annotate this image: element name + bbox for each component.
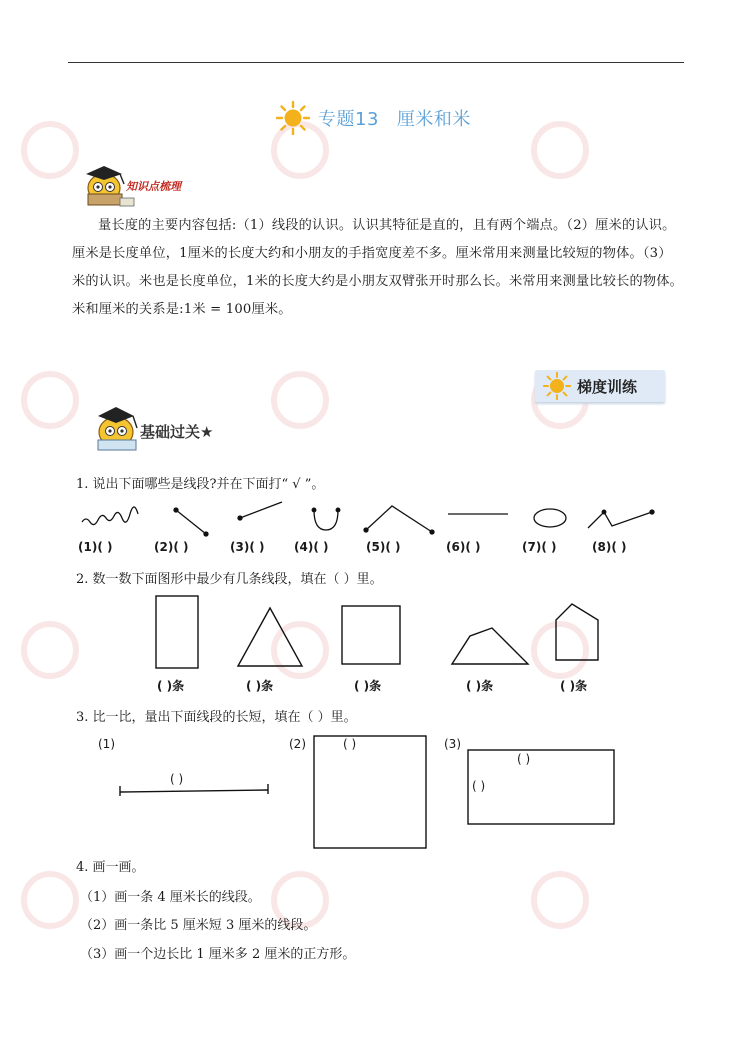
knowledge-paragraph: 量长度的主要内容包括:（1）线段的认识。认识其特征是直的，且有两个端点。（2）厘米的认识。厘米是长度单位，1厘米的长度大约和小朋友的手指宽度差不多。厘米常用来测量比较短的物体。（3）米的认识。米也是长度单位，1米的长度大约是小朋友双臂张开时那么长。米常用来测量比较长的物体。米和厘米的关系是:1米 = 100厘米。 xyxy=(72,218,684,317)
q3-blank-2[interactable]: ( ) xyxy=(343,737,357,751)
q1-option-2[interactable]: (2)( ) xyxy=(154,540,189,554)
q2-answer-4[interactable]: ( )条 xyxy=(466,679,494,693)
q4-item-1: （1）画一条 4 厘米长的线段。 xyxy=(80,890,261,905)
question-4-text: 4. 画一画。 xyxy=(76,860,145,875)
q1-option-8[interactable]: (8)( ) xyxy=(592,540,627,554)
basic-level-label: 基础过关★ xyxy=(140,423,214,441)
knowledge-label: 知识点梳理 xyxy=(126,180,181,193)
question-2-text: 2. 数一数下面图形中最少有几条线段，填在（ ）里。 xyxy=(76,572,383,587)
page-title xyxy=(276,100,471,136)
training-badge xyxy=(535,370,665,402)
q2-answer-3[interactable]: ( )条 xyxy=(354,679,382,693)
topic-name: 厘米和米 xyxy=(396,109,471,130)
question-1-text: 1. 说出下面哪些是线段?并在下面打“ √ ”。 xyxy=(76,477,325,492)
q2-figures xyxy=(140,592,610,674)
q3-blank-1[interactable]: ( ) xyxy=(170,772,184,786)
q3-part-3: (3) xyxy=(444,737,461,751)
q4-item-2: （2）画一条比 5 厘米短 3 厘米的线段。 xyxy=(80,918,317,933)
sun-small-icon xyxy=(543,372,571,400)
sun-icon xyxy=(276,101,310,135)
q3-part-1: (1) xyxy=(98,737,115,751)
q1-option-3[interactable]: (3)( ) xyxy=(230,540,265,554)
q4-item-3: （3）画一个边长比 1 厘米多 2 厘米的正方形。 xyxy=(80,947,356,962)
q1-option-7[interactable]: (7)( ) xyxy=(522,540,557,554)
q3-blank-3b[interactable]: ( ) xyxy=(472,779,486,793)
q1-option-4[interactable]: (4)( ) xyxy=(294,540,329,554)
q3-blank-3a[interactable]: ( ) xyxy=(517,752,531,766)
q3-figures xyxy=(118,730,618,850)
q1-option-1[interactable]: (1)( ) xyxy=(78,540,113,554)
q2-answer-1[interactable]: ( )条 xyxy=(157,679,185,693)
q1-option-5[interactable]: (5)( ) xyxy=(366,540,401,554)
q1-option-6[interactable]: (6)( ) xyxy=(446,540,481,554)
top-rule xyxy=(68,62,684,63)
q2-answer-5[interactable]: ( )条 xyxy=(560,679,588,693)
q1-figures xyxy=(70,498,670,540)
question-3-text: 3. 比一比，量出下面线段的长短，填在（ ）里。 xyxy=(76,710,357,725)
q2-answer-2[interactable]: ( )条 xyxy=(246,679,274,693)
training-badge-text: 梯度训练 xyxy=(577,377,638,396)
topic-number: 专题13 xyxy=(318,109,379,130)
q3-part-2: (2) xyxy=(289,737,306,751)
